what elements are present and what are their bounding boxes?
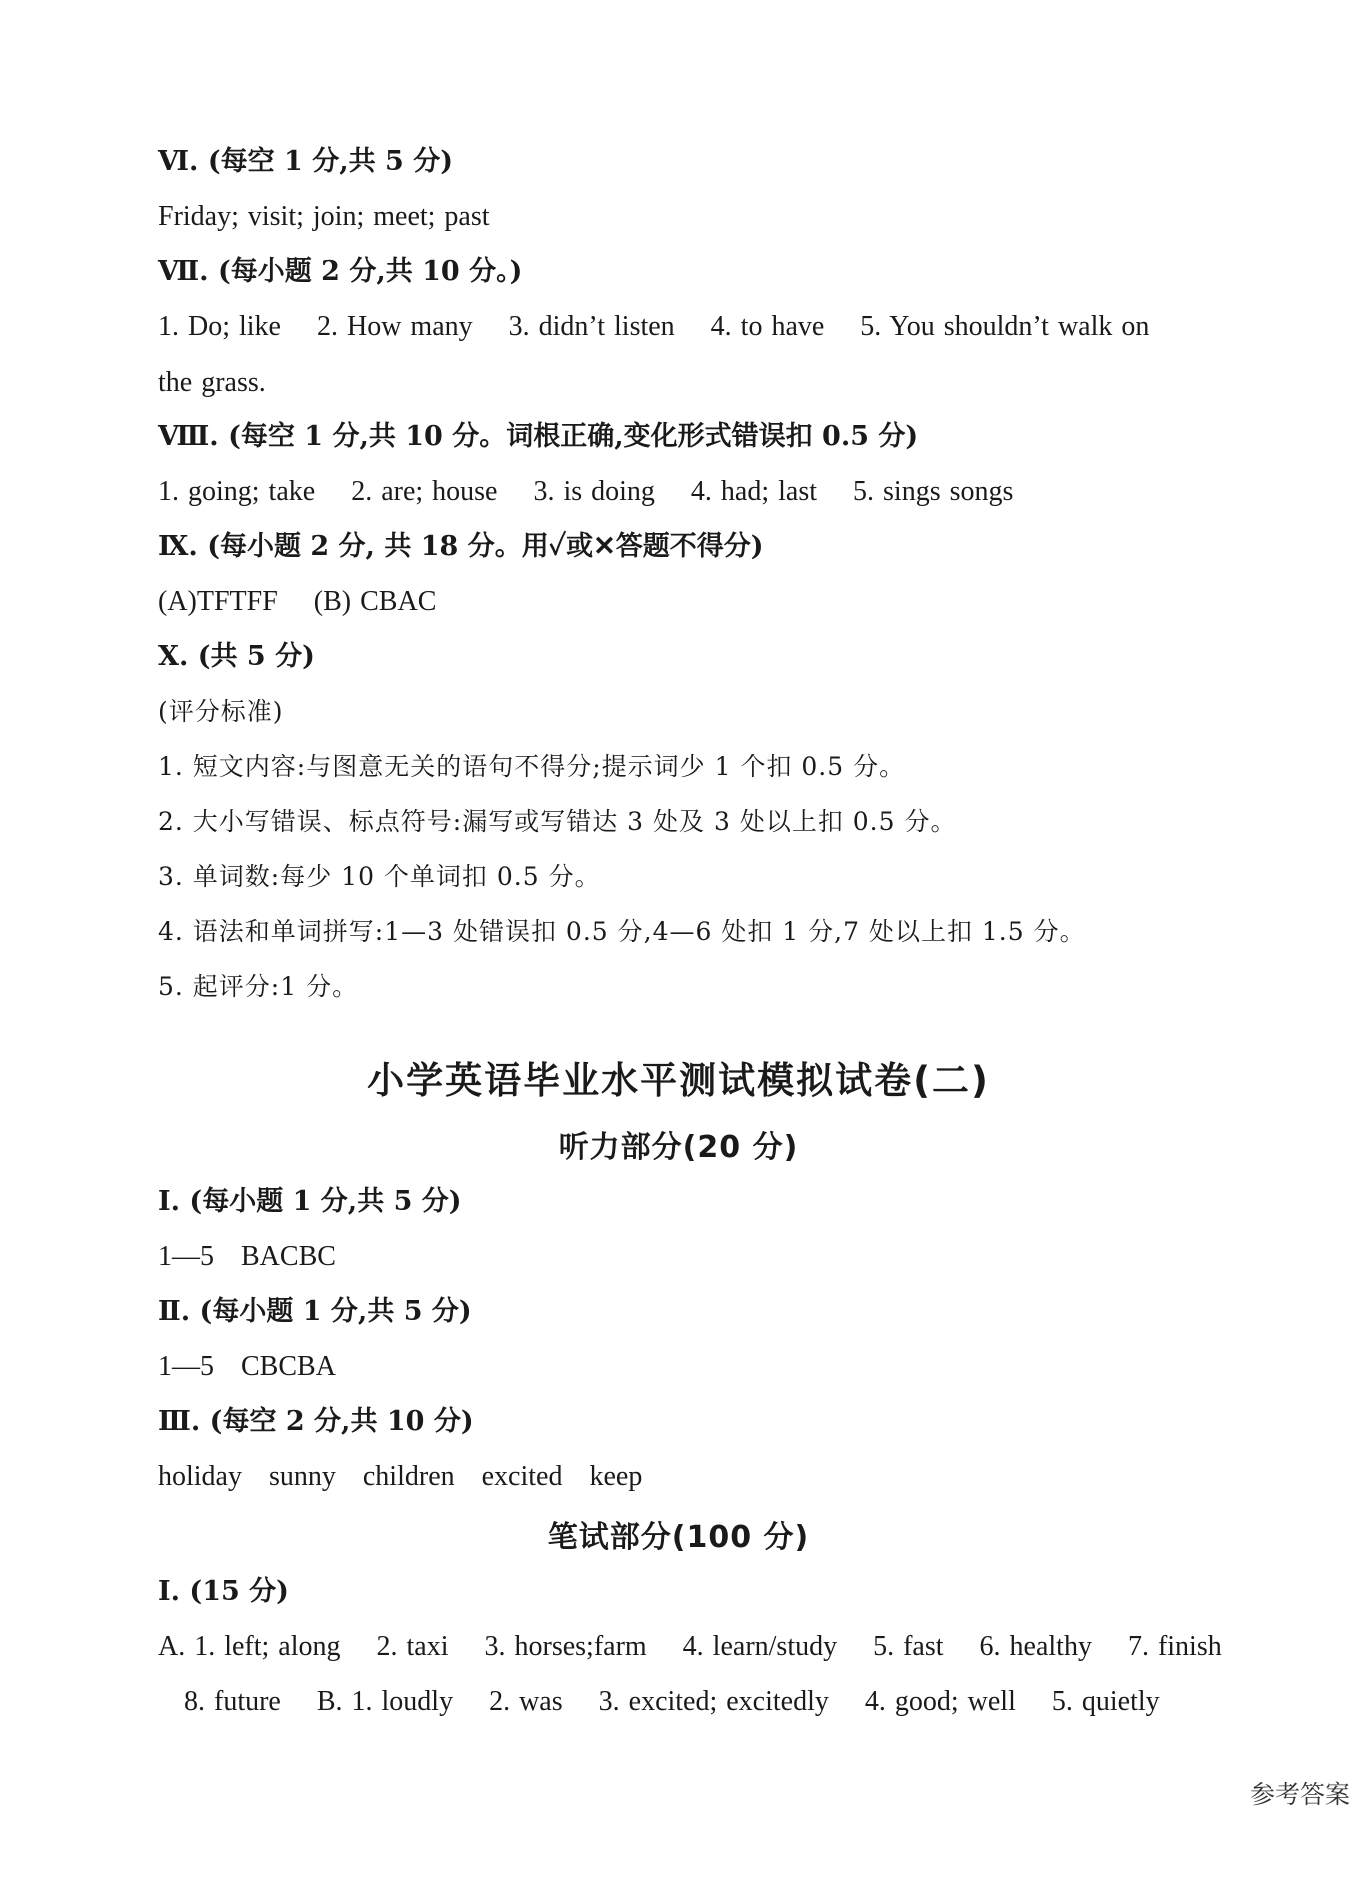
written-q1-heading: Ⅰ. (15 分) <box>158 1576 289 1607</box>
section-vi-answer: Friday; visit; join; meet; past <box>158 201 490 232</box>
written-part-title: 笔试部分(100 分) <box>547 1520 810 1555</box>
listening-q3-heading: Ⅲ. (每空 2 分,共 10 分) <box>158 1406 474 1437</box>
scoring-criterion-4: 4. 语法和单词拼写:1—3 处错误扣 0.5 分,4—6 处扣 1 分,7 处以上扣 1.5 分。 <box>158 917 1086 946</box>
scoring-criterion-5: 5. 起评分:1 分。 <box>158 972 359 1001</box>
scoring-criterion-2: 2. 大小写错误、标点符号:漏写或写错达 3 处及 3 处以上扣 0.5 分。 <box>158 807 957 836</box>
section-vii-answer-line-2: the grass. <box>158 367 266 398</box>
listening-part-title: 听力部分(20 分) <box>558 1130 799 1165</box>
section-viii-answer: 1. going; take 2. are; house 3. is doing 4. had; last 5. sings songs <box>158 476 1014 507</box>
section-ix-answer: (A)TFTFF (B) CBAC <box>158 586 437 617</box>
listening-q1-answer: 1—5 BACBC <box>158 1241 336 1272</box>
listening-q1-heading: Ⅰ. (每小题 1 分,共 5 分) <box>158 1186 462 1217</box>
section-viii-heading: Ⅷ. (每空 1 分,共 10 分。词根正确,变化形式错误扣 0.5 分) <box>158 421 919 452</box>
page-footer-label: 参考答案 <box>1250 1780 1351 1809</box>
scoring-criterion-1: 1. 短文内容:与图意无关的语句不得分;提示词少 1 个扣 0.5 分。 <box>158 752 906 781</box>
listening-q2-heading: Ⅱ. (每小题 1 分,共 5 分) <box>158 1296 472 1327</box>
scoring-criterion-3: 3. 单词数:每少 10 个单词扣 0.5 分。 <box>158 862 601 891</box>
exam-title: 小学英语毕业水平测试模拟试卷(二) <box>367 1059 990 1102</box>
section-vii-heading: Ⅶ. (每小题 2 分,共 10 分。) <box>158 256 523 287</box>
listening-q3-answer: holiday sunny children excited keep <box>158 1461 643 1492</box>
written-q1-answer-line-2: 8. future B. 1. loudly 2. was 3. excited; excitedly 4. good; well 5. quietly <box>184 1686 1160 1717</box>
written-q1-answer-line-1: A. 1. left; along 2. taxi 3. horses;farm 4. learn/study 5. fast 6. healthy 7. finish <box>158 1631 1222 1662</box>
section-ix-heading: Ⅸ. (每小题 2 分, 共 18 分。用✓或✕答题不得分) <box>158 531 764 562</box>
section-vi-heading: Ⅵ. (每空 1 分,共 5 分) <box>158 146 453 177</box>
listening-q2-answer: 1—5 CBCBA <box>158 1351 336 1382</box>
section-x-heading: Ⅹ. (共 5 分) <box>158 641 315 672</box>
section-vii-answer-line-1: 1. Do; like 2. How many 3. didn’t listen 4. to have 5. You shouldn’t walk on <box>158 311 1150 342</box>
scoring-criteria-title: (评分标准) <box>158 697 284 726</box>
